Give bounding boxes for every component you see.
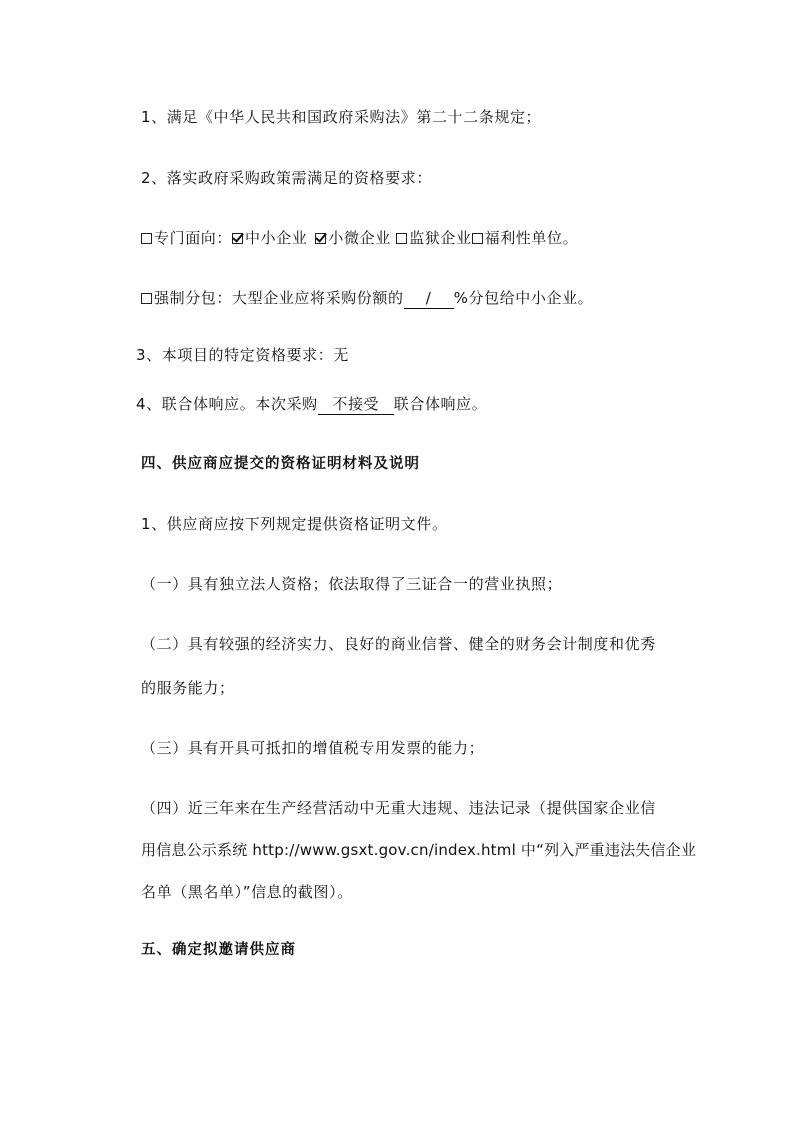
welfare-checkbox[interactable] [472,233,483,244]
special-target-label: 专门面向： [154,229,233,247]
consortium-suffix: 联合体响应。 [393,395,488,413]
section-heading-4: 四、供应商应提交的资格证明材料及说明 [141,456,420,472]
requirement-2: 2、落实政府采购政策需满足的资格要求： [141,169,432,187]
para-4: （三）具有开具可抵扣的增值税专用发票的能力； [141,739,485,757]
subcontract-suffix: %分包给中小企业。 [453,289,594,307]
subcontract-checkbox[interactable] [141,293,152,304]
requirement-1: 1、满足《中华人民共和国政府采购法》第二十二条规定； [141,108,542,126]
para-5-line-1: （四）近三年来在生产经营活动中无重大违规、违法记录（提供国家企业信 [141,799,656,817]
para-1: 1、供应商应按下列规定提供资格证明文件。 [141,515,448,533]
subcontract-share-blank: / [404,288,454,309]
prison-checkbox[interactable] [396,233,407,244]
micro-checkbox[interactable] [315,233,326,244]
requirement-3: 3、本项目的特定资格要求：无 [136,346,349,364]
para-2: （一）具有独立法人资格；依法取得了三证合一的营业执照； [141,575,563,593]
subcontract-prefix: 强制分包：大型企业应将采购份额的 [154,289,404,307]
para-3-line-1: （二）具有较强的经济实力、良好的商业信誉、健全的财务会计制度和优秀 [141,635,656,653]
requirement-4 [136,394,487,415]
sme-label: 中小企业 [245,229,308,247]
welfare-label: 福利性单位。 [484,229,579,247]
target-options-row [141,228,578,248]
sme-checkbox[interactable] [232,233,243,244]
para-5-line-3: 名单（黑名单）”信息的截图）。 [141,883,353,901]
para-5-line-2: 用信息公示系统 http://www.gsxt.gov.cn/index.html 中“列入严重违法失信企业 [141,841,697,859]
micro-label: 小微企业 [328,229,391,247]
subcontract-row [141,288,593,309]
prison-label: 监狱企业 [409,229,472,247]
consortium-prefix: 4、联合体响应。本次采购 [136,395,318,413]
special-target-checkbox[interactable] [141,233,152,244]
consortium-blank: 不接受 [318,394,394,415]
para-3-line-2: 的服务能力； [141,679,235,697]
section-heading-5: 五、确定拟邀请供应商 [141,942,296,958]
